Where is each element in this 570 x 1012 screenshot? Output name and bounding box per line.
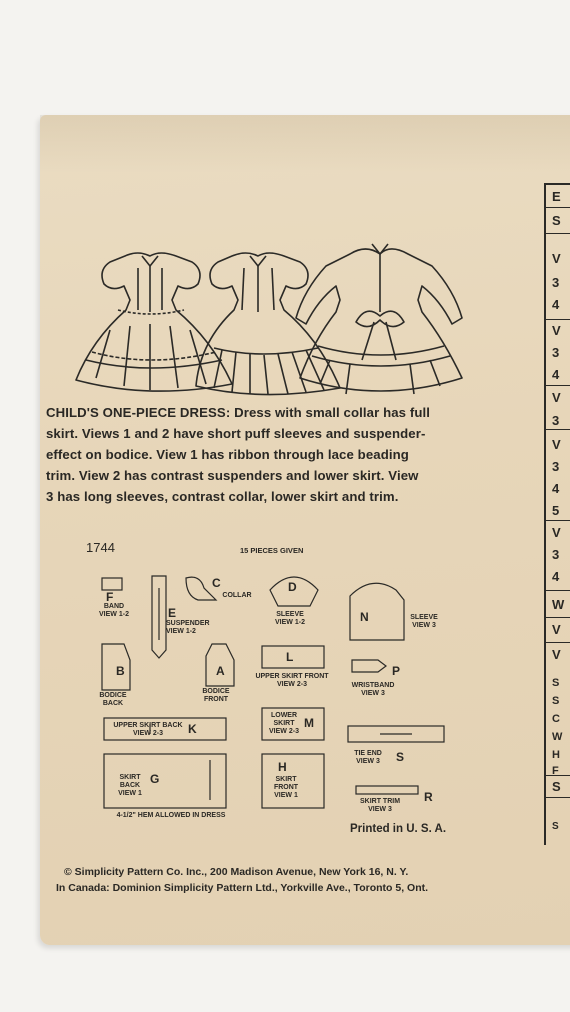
yardage-table xyxy=(544,183,570,845)
description-line: effect on bodice. View 1 has ribbon through lace beading xyxy=(46,447,409,462)
table-cell: V xyxy=(552,390,561,405)
piece-r-label: SKIRT TRIM VIEW 3 xyxy=(359,798,401,813)
piece-p-letter: P xyxy=(392,664,401,678)
piece-r-outline xyxy=(356,786,418,794)
piece-e-label: SUSPENDER VIEW 1-2 xyxy=(166,620,210,635)
description-line: Dress with small collar has full xyxy=(234,405,431,420)
table-cell: S xyxy=(552,677,560,689)
table-cell: 3 xyxy=(552,459,560,474)
table-divider xyxy=(546,429,570,430)
table-cell: 3 xyxy=(552,413,560,428)
piece-c-letter: C xyxy=(212,576,221,590)
piece-l-letter: L xyxy=(286,650,294,664)
table-cell: 3 xyxy=(552,345,560,360)
table-cell: 3 xyxy=(552,275,560,290)
piece-k-label: UPPER SKIRT BACK VIEW 2-3 xyxy=(113,722,183,737)
table-cell: 4 xyxy=(552,297,560,312)
piece-c-label: COLLAR xyxy=(222,592,252,599)
piece-b-label: BODICE BACK xyxy=(99,692,127,707)
piece-d-letter: D xyxy=(288,580,297,594)
piece-s-letter: S xyxy=(396,750,405,764)
piece-p-label: WRISTBAND VIEW 3 xyxy=(351,682,395,697)
piece-a-label: BODICE FRONT xyxy=(202,688,230,703)
table-cell: S xyxy=(552,779,561,794)
table-cell: V xyxy=(552,647,561,662)
piece-r-letter: R xyxy=(424,790,433,804)
table-cell: S xyxy=(552,213,561,228)
piece-h-label: SKIRT FRONT VIEW 1 xyxy=(273,776,299,799)
piece-a-letter: A xyxy=(216,664,225,678)
piece-n-label: SLEEVE VIEW 3 xyxy=(410,614,438,629)
table-divider xyxy=(546,590,570,591)
description-title: CHILD'S ONE-PIECE DRESS: xyxy=(46,405,231,420)
table-divider xyxy=(546,642,570,643)
table-divider xyxy=(546,207,570,208)
table-cell: V xyxy=(552,251,561,266)
table-divider xyxy=(546,233,570,234)
table-cell: W xyxy=(552,597,565,612)
piece-g-letter: G xyxy=(150,772,160,786)
hem-note: 4-1/2" HEM ALLOWED IN DRESS xyxy=(116,812,226,819)
table-cell: C xyxy=(552,713,560,725)
table-cell: H xyxy=(552,749,560,761)
piece-f-letter: F xyxy=(106,590,114,604)
piece-l-label: UPPER SKIRT FRONT VIEW 2-3 xyxy=(255,673,329,688)
table-divider xyxy=(546,797,570,798)
table-divider xyxy=(546,617,570,618)
table-divider xyxy=(546,520,570,521)
pattern-number: 1744 xyxy=(86,540,115,555)
table-cell: S xyxy=(552,695,560,707)
footer-canada: In Canada: Dominion Simplicity Pattern Ltd., Yorkville Ave., Toronto 5, Ont. xyxy=(56,882,429,894)
description-line: skirt. Views 1 and 2 have short puff sleeves and suspender- xyxy=(46,426,426,441)
table-cell: 4 xyxy=(552,569,560,584)
piece-g-label: SKIRT BACK VIEW 1 xyxy=(118,774,142,797)
table-divider xyxy=(546,385,570,386)
piece-n-letter: N xyxy=(360,610,369,624)
printed-note: Printed in U. S. A. xyxy=(350,823,447,835)
piece-f-outline xyxy=(102,578,122,590)
table-cell: 3 xyxy=(552,547,560,562)
piece-b-letter: B xyxy=(116,664,125,678)
table-cell: V xyxy=(552,437,561,452)
table-cell: 5 xyxy=(552,503,560,518)
table-cell: W xyxy=(552,731,563,743)
table-cell: V xyxy=(552,525,561,540)
table-cell: V xyxy=(552,622,561,637)
table-cell: E xyxy=(552,189,561,204)
piece-s-label: TIE END VIEW 3 xyxy=(354,750,382,765)
description-line: 3 has long sleeves, contrast collar, lower skirt and trim. xyxy=(46,489,399,504)
table-cell: V xyxy=(552,323,561,338)
footer-copyright: © Simplicity Pattern Co. Inc., 200 Madison Avenue, New York 16, N. Y. xyxy=(64,866,409,878)
pieces-given: 15 PIECES GIVEN xyxy=(240,546,304,555)
piece-h-letter: H xyxy=(278,760,287,774)
table-cell: S xyxy=(552,821,559,832)
piece-d-label: SLEEVE VIEW 1-2 xyxy=(275,611,305,626)
piece-f-label: BAND VIEW 1-2 xyxy=(99,603,129,618)
dress-view-3-illustration xyxy=(296,244,462,394)
table-cell: 4 xyxy=(552,481,560,496)
piece-m-label: LOWER SKIRT VIEW 2-3 xyxy=(269,712,299,735)
table-divider xyxy=(546,319,570,320)
table-cell: 4 xyxy=(552,367,560,382)
piece-k-letter: K xyxy=(188,722,197,736)
dress-view-1-illustration xyxy=(76,253,232,391)
table-cell: F xyxy=(552,765,559,777)
piece-e-letter: E xyxy=(168,606,177,620)
pattern-description xyxy=(46,402,526,507)
description-line: trim. View 2 has contrast suspenders and lower skirt. View xyxy=(46,468,419,483)
piece-p-outline xyxy=(352,660,386,672)
piece-n-outline xyxy=(350,583,404,640)
piece-m-letter: M xyxy=(304,716,314,730)
